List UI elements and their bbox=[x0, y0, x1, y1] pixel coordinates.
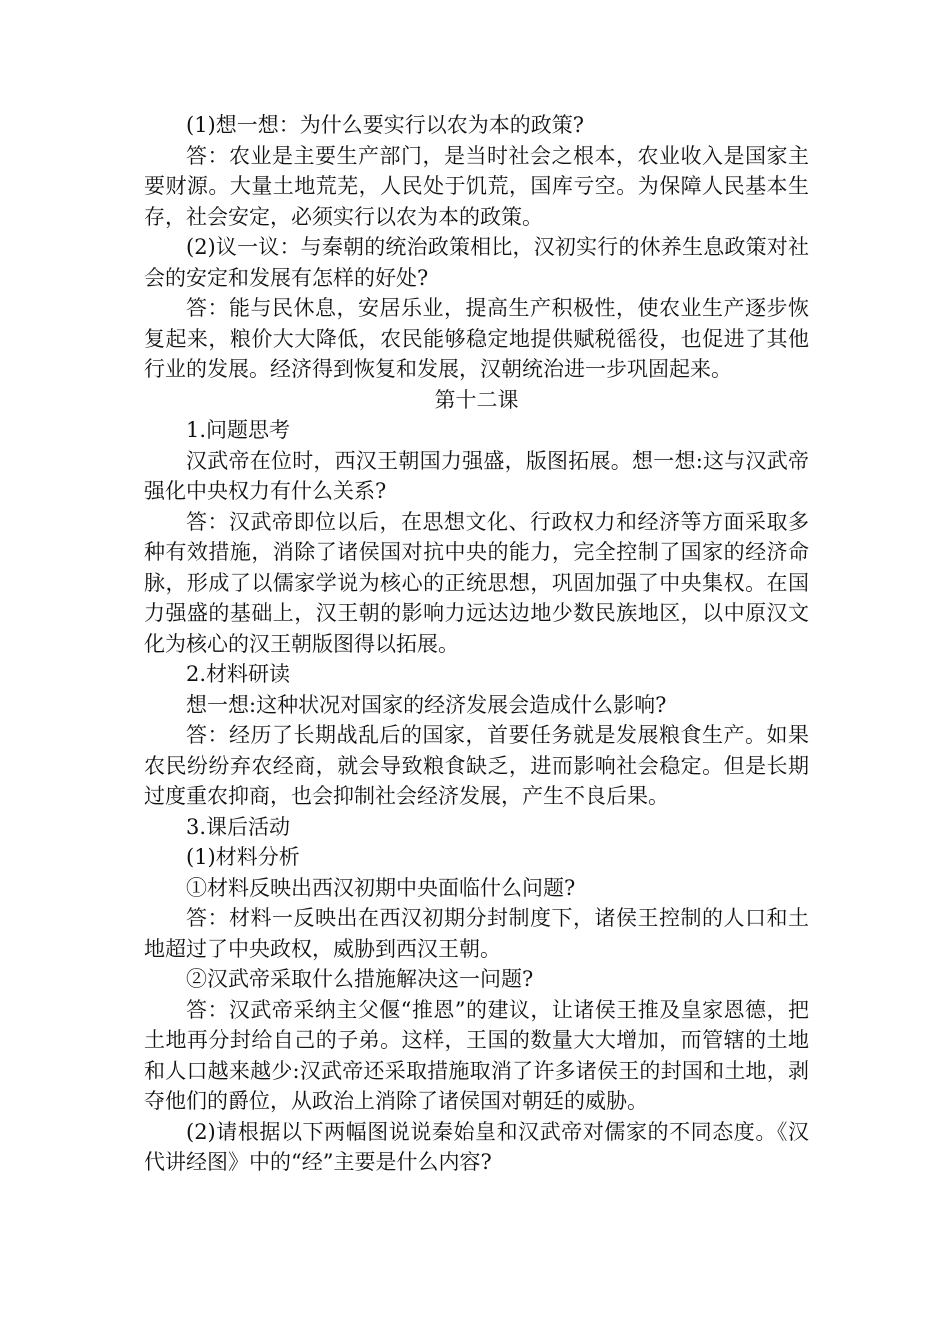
section-heading-1: 1.问题思考 bbox=[186, 418, 291, 442]
answer-2: 答：能与民休息，安居乐业，提高生产积极性，使农业生产逐步恢复起来，粮价大大降低，农民能够稳定地提供赋税徭役，也促进了其他行业的发展。经济得到恢复和发展，汉朝统治进一步巩固起来。 bbox=[144, 296, 809, 381]
lesson-question-1: 汉武帝在位时，西汉王朝国力强盛，版图拓展。想一想:这与汉武帝强化中央权力有什么关系? bbox=[144, 448, 809, 503]
lesson-answer-4: 答：汉武帝采纳主父偃“推恩”的建议，让诸侯王推及皇家恩德，把土地再分封给自己的子弟。这样，王国的数量大大增加，而管辖的土地和人口越来越少:汉武帝还采取措施取消了许多诸侯王的封国和土地，剥夺他们的爵位，从政治上消除了诸侯国对朝廷的威胁。 bbox=[144, 997, 809, 1113]
answer-1: 答：农业是主要生产部门，是当时社会之根本，农业收入是国家主要财源。大量土地荒芜，人民处于饥荒，国库亏空。为保障人民基本生存，社会安定，必须实行以农为本的政策。 bbox=[144, 143, 809, 229]
section-heading-2: 2.材料研读 bbox=[186, 662, 291, 686]
lesson-answer-2: 答：经历了长期战乱后的国家，首要任务就是发展粮食生产。如果农民纷纷弃农经商，就会导致粮食缺乏，进而影响社会稳定。但是长期过度重农抑商，也会抑制社会经济发展，产生不良后果。 bbox=[144, 723, 809, 808]
subsection-heading-1: (1)材料分析 bbox=[186, 845, 300, 869]
lesson-question-4: ②汉武帝采取什么措施解决这一问题? bbox=[186, 967, 534, 991]
question-1: (1)想一想：为什么要实行以农为本的政策? bbox=[186, 113, 585, 137]
lesson-answer-1: 答：汉武帝即位以后，在思想文化、行政权力和经济等方面采取多种有效措施，消除了诸侯国对抗中央的能力，完全控制了国家的经济命脉，形成了以儒家学说为核心的正统思想，巩固加强了中央集权。在国力强盛的基础上，汉王朝的影响力远达边地少数民族地区，以中原汉文化为核心的汉王朝版图得以拓展。 bbox=[144, 509, 809, 656]
section-heading-3: 3.课后活动 bbox=[186, 814, 291, 839]
document-page bbox=[144, 110, 809, 1178]
lesson-question-3: ①材料反映出西汉初期中央面临什么问题? bbox=[186, 875, 576, 900]
lesson-question-5: (2)请根据以下两幅图说说秦始皇和汉武帝对儒家的不同态度。《汉代讲经图》中的“经”主要是什么内容? bbox=[144, 1119, 809, 1174]
lesson-title: 第十二课 bbox=[434, 387, 519, 412]
lesson-question-2: 想一想:这种状况对国家的经济发展会造成什么影响? bbox=[186, 692, 667, 717]
question-2: (2)议一议：与秦朝的统治政策相比，汉初实行的休养生息政策对社会的安定和发展有怎样的好处? bbox=[144, 235, 809, 290]
lesson-answer-3: 答：材料一反映出在西汉初期分封制度下，诸侯王控制的人口和土地超过了中央政权，威胁到西汉王朝。 bbox=[144, 906, 809, 961]
